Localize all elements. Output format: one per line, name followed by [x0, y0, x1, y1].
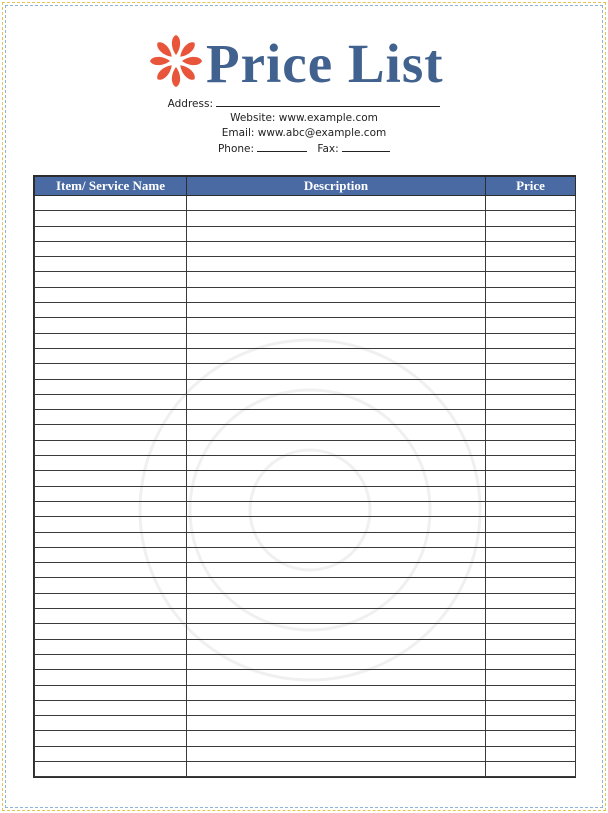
- item-cell[interactable]: [35, 624, 187, 639]
- description-cell[interactable]: [187, 410, 486, 425]
- table-row: [35, 425, 576, 440]
- description-cell[interactable]: [187, 272, 486, 287]
- description-cell[interactable]: [187, 624, 486, 639]
- item-cell[interactable]: [35, 318, 187, 333]
- table-row: [35, 394, 576, 409]
- item-cell[interactable]: [35, 303, 187, 318]
- price-cell[interactable]: [486, 654, 576, 669]
- item-cell[interactable]: [35, 257, 187, 272]
- item-cell[interactable]: [35, 654, 187, 669]
- table-row: [35, 746, 576, 761]
- price-cell[interactable]: [486, 287, 576, 302]
- table-row: [35, 563, 576, 578]
- document-header: [0, 28, 608, 98]
- table-row: [35, 257, 576, 272]
- price-cell[interactable]: [486, 547, 576, 562]
- description-cell[interactable]: [187, 425, 486, 440]
- price-cell[interactable]: [486, 241, 576, 256]
- description-cell[interactable]: [187, 716, 486, 731]
- item-cell[interactable]: [35, 685, 187, 700]
- table-row: [35, 471, 576, 486]
- item-cell[interactable]: [35, 609, 187, 624]
- website-line: Website: www.example.com: [230, 112, 378, 124]
- price-cell[interactable]: [486, 333, 576, 348]
- table-row: [35, 532, 576, 547]
- description-cell[interactable]: [187, 333, 486, 348]
- table-row: [35, 303, 576, 318]
- table-row: [35, 456, 576, 471]
- description-cell[interactable]: [187, 241, 486, 256]
- table-row: [35, 333, 576, 348]
- description-cell[interactable]: [187, 486, 486, 501]
- table-row: [35, 364, 576, 379]
- item-cell[interactable]: [35, 746, 187, 761]
- table-row: [35, 226, 576, 241]
- table-row: [35, 654, 576, 669]
- description-cell[interactable]: [187, 593, 486, 608]
- column-header-item: Item/ Service Name: [35, 177, 187, 196]
- price-cell[interactable]: [486, 761, 576, 776]
- description-cell[interactable]: [187, 609, 486, 624]
- price-cell[interactable]: [486, 303, 576, 318]
- address-line: [0, 96, 608, 111]
- table-row: [35, 639, 576, 654]
- price-cell[interactable]: [486, 517, 576, 532]
- table-row: [35, 486, 576, 501]
- table-row: [35, 241, 576, 256]
- description-cell[interactable]: [187, 287, 486, 302]
- table-body: [35, 196, 576, 777]
- price-cell[interactable]: [486, 196, 576, 211]
- description-cell[interactable]: [187, 456, 486, 471]
- price-cell[interactable]: [486, 471, 576, 486]
- item-cell[interactable]: [35, 410, 187, 425]
- item-cell[interactable]: [35, 287, 187, 302]
- table-row: [35, 593, 576, 608]
- table-row: [35, 379, 576, 394]
- item-cell[interactable]: [35, 471, 187, 486]
- price-cell[interactable]: [486, 685, 576, 700]
- price-cell[interactable]: [486, 700, 576, 715]
- price-cell[interactable]: [486, 318, 576, 333]
- price-cell[interactable]: [486, 456, 576, 471]
- item-cell[interactable]: [35, 670, 187, 685]
- table-row: [35, 440, 576, 455]
- price-cell[interactable]: [486, 348, 576, 363]
- fax-label: Fax:: [317, 143, 339, 155]
- description-cell[interactable]: [187, 563, 486, 578]
- price-cell[interactable]: [486, 532, 576, 547]
- table-row: [35, 501, 576, 516]
- item-cell[interactable]: [35, 394, 187, 409]
- table-row: [35, 578, 576, 593]
- item-cell[interactable]: [35, 517, 187, 532]
- item-cell[interactable]: [35, 379, 187, 394]
- table-row: [35, 700, 576, 715]
- fax-blank: [342, 141, 390, 152]
- price-cell[interactable]: [486, 410, 576, 425]
- item-cell[interactable]: [35, 348, 187, 363]
- price-cell[interactable]: [486, 593, 576, 608]
- description-cell[interactable]: [187, 348, 486, 363]
- item-cell[interactable]: [35, 639, 187, 654]
- price-cell[interactable]: [486, 639, 576, 654]
- price-cell[interactable]: [486, 609, 576, 624]
- table-row: [35, 547, 576, 562]
- table-row: [35, 318, 576, 333]
- item-cell[interactable]: [35, 700, 187, 715]
- item-cell[interactable]: [35, 196, 187, 211]
- price-cell[interactable]: [486, 716, 576, 731]
- table-row: [35, 685, 576, 700]
- email-line: Email: www.abc@example.com: [221, 127, 387, 139]
- table-row: [35, 609, 576, 624]
- column-header-price: Price: [486, 177, 576, 196]
- price-cell[interactable]: [486, 257, 576, 272]
- description-cell[interactable]: [187, 532, 486, 547]
- description-cell[interactable]: [187, 364, 486, 379]
- item-cell[interactable]: [35, 440, 187, 455]
- item-cell[interactable]: [35, 761, 187, 776]
- table-row: [35, 196, 576, 211]
- price-cell[interactable]: [486, 394, 576, 409]
- price-list-table: [33, 175, 576, 778]
- price-cell[interactable]: [486, 501, 576, 516]
- description-cell[interactable]: [187, 746, 486, 761]
- description-cell[interactable]: [187, 700, 486, 715]
- item-cell[interactable]: [35, 486, 187, 501]
- description-cell[interactable]: [187, 501, 486, 516]
- price-cell[interactable]: [486, 624, 576, 639]
- table-row: [35, 761, 576, 776]
- description-cell[interactable]: [187, 303, 486, 318]
- page-title: Price List: [206, 33, 444, 94]
- table-row: [35, 624, 576, 639]
- table-row: [35, 517, 576, 532]
- table-row: [35, 287, 576, 302]
- item-cell[interactable]: [35, 547, 187, 562]
- price-cell[interactable]: [486, 670, 576, 685]
- item-cell[interactable]: [35, 563, 187, 578]
- price-cell[interactable]: [486, 440, 576, 455]
- phone-label: Phone:: [217, 143, 255, 155]
- item-cell[interactable]: [35, 425, 187, 440]
- item-cell[interactable]: [35, 593, 187, 608]
- price-cell[interactable]: [486, 578, 576, 593]
- item-cell[interactable]: [35, 272, 187, 287]
- description-cell[interactable]: [187, 547, 486, 562]
- item-cell[interactable]: [35, 532, 187, 547]
- price-cell[interactable]: [486, 425, 576, 440]
- description-cell[interactable]: [187, 257, 486, 272]
- table-row: [35, 731, 576, 746]
- flower-logo-icon: [148, 33, 204, 89]
- price-cell[interactable]: [486, 731, 576, 746]
- item-cell[interactable]: [35, 333, 187, 348]
- item-cell[interactable]: [35, 578, 187, 593]
- description-cell[interactable]: [187, 670, 486, 685]
- phone-blank: [257, 141, 307, 152]
- description-cell[interactable]: [187, 731, 486, 746]
- price-cell[interactable]: [486, 364, 576, 379]
- table-row: [35, 211, 576, 226]
- table-row: [35, 348, 576, 363]
- phone-fax-line: [0, 141, 608, 156]
- price-cell[interactable]: [486, 226, 576, 241]
- description-cell[interactable]: [187, 685, 486, 700]
- description-cell[interactable]: [187, 226, 486, 241]
- item-cell[interactable]: [35, 226, 187, 241]
- description-cell[interactable]: [187, 440, 486, 455]
- description-cell[interactable]: [187, 471, 486, 486]
- address-label: Address:: [167, 98, 213, 110]
- item-cell[interactable]: [35, 241, 187, 256]
- item-cell[interactable]: [35, 364, 187, 379]
- table-row: [35, 272, 576, 287]
- description-cell[interactable]: [187, 196, 486, 211]
- description-cell[interactable]: [187, 211, 486, 226]
- description-cell[interactable]: [187, 318, 486, 333]
- description-cell[interactable]: [187, 517, 486, 532]
- description-cell[interactable]: [187, 654, 486, 669]
- price-cell[interactable]: [486, 746, 576, 761]
- item-cell[interactable]: [35, 731, 187, 746]
- item-cell[interactable]: [35, 501, 187, 516]
- column-header-description: Description: [187, 177, 486, 196]
- address-blank: [216, 96, 440, 107]
- table-row: [35, 716, 576, 731]
- item-cell[interactable]: [35, 716, 187, 731]
- item-cell[interactable]: [35, 211, 187, 226]
- description-cell[interactable]: [187, 379, 486, 394]
- description-cell[interactable]: [187, 761, 486, 776]
- price-cell[interactable]: [486, 486, 576, 501]
- description-cell[interactable]: [187, 394, 486, 409]
- price-cell[interactable]: [486, 379, 576, 394]
- price-cell[interactable]: [486, 211, 576, 226]
- item-cell[interactable]: [35, 456, 187, 471]
- price-cell[interactable]: [486, 563, 576, 578]
- table-row: [35, 670, 576, 685]
- table-header-row: [35, 177, 576, 196]
- price-cell[interactable]: [486, 272, 576, 287]
- table-row: [35, 410, 576, 425]
- description-cell[interactable]: [187, 639, 486, 654]
- description-cell[interactable]: [187, 578, 486, 593]
